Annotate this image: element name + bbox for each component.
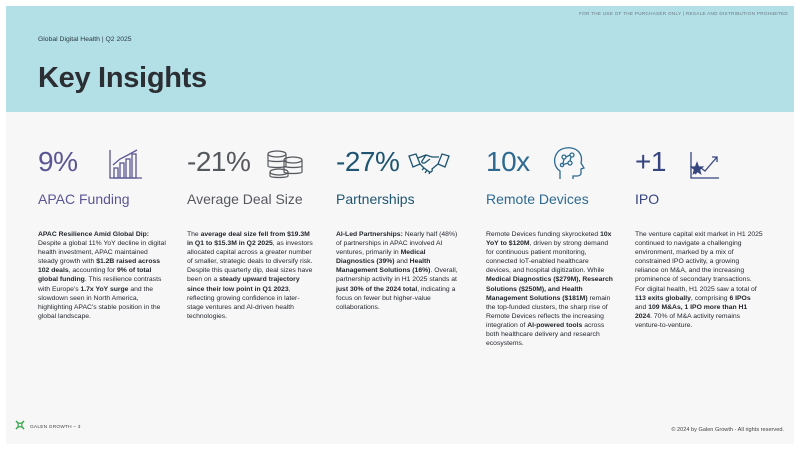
emphasis-text: AI-powered tools bbox=[527, 321, 583, 329]
emphasis-text: 10x YoY to $120M bbox=[486, 231, 612, 248]
body-text: remain the top-funded clusters, the sharp rise of Remote Devices reflects the increasing integration of bbox=[486, 294, 611, 329]
insight-apac-funding bbox=[38, 142, 178, 320]
footer-copyright: © 2024 by Galen Growth - All rights reserved. bbox=[671, 427, 784, 433]
emphasis-text: 6 IPOs bbox=[729, 294, 751, 302]
body-text: , indicating a focus on fewer but higher-value collaborations. bbox=[336, 285, 456, 311]
emphasis-text: AI-Led Partnerships: bbox=[336, 231, 403, 238]
insight-partnerships bbox=[336, 142, 476, 311]
emphasis-text: steady upward trajectory since their low point in Q1 2023 bbox=[187, 276, 300, 293]
body-text: , reflecting growing confidence in later-stage ventures and AI-driven health technologies. bbox=[187, 285, 300, 320]
body-text: , as investors allocated capital across a greater number of smaller, strategic deals to diversify risk. Despite this quarterly dip, deal sizes have been on a bbox=[187, 240, 313, 284]
insight-heading: Remote Devices bbox=[486, 191, 589, 207]
body-text: . Overall, partnership activity in H1 2025 stands at bbox=[336, 267, 458, 284]
body-text: Nearly half (48%) of partnerships in APAC involved AI ventures, primarily in bbox=[336, 231, 458, 257]
insight-heading: Average Deal Size bbox=[187, 191, 303, 207]
insight-average-deal-size bbox=[187, 142, 327, 320]
emphasis-text: 113 exits globally bbox=[635, 294, 691, 302]
body-text: , driven by strong demand for continuous patient monitoring, connected IoT-enabled healthcare devices, and hospital digitization. While bbox=[486, 240, 609, 275]
emphasis-text: Medical Diagnostics ($279M), Research Solutions ($250M), and Health Management Solutions ($181M) bbox=[486, 276, 613, 302]
insight-ipo bbox=[635, 142, 775, 329]
insight-body bbox=[635, 230, 763, 330]
body-text: Remote Devices funding skyrocketed bbox=[486, 231, 601, 238]
insight-heading: Partnerships bbox=[336, 191, 415, 207]
emphasis-text: Medical Diagnostics (39%) bbox=[336, 249, 426, 266]
insight-body bbox=[38, 230, 166, 321]
insight-remote-devices bbox=[486, 142, 626, 348]
emphasis-text: 9% of total global funding bbox=[38, 267, 152, 284]
insight-body bbox=[336, 230, 464, 312]
body-text: , accounting for bbox=[68, 267, 117, 275]
handshake-icon bbox=[408, 150, 450, 183]
header-banner bbox=[6, 6, 794, 112]
emphasis-text: just 30% of the 2024 total bbox=[336, 285, 418, 293]
body-text: Despite a global 11% YoY decline in digital health investment, APAC maintained steady growth with bbox=[38, 240, 166, 266]
body-text: and the slowdown seen in North America, highlighting APAC's stable position in the global landscape. bbox=[38, 285, 161, 320]
coins-icon bbox=[265, 146, 307, 185]
emphasis-text: APAC Resilience Amid Global Dip: bbox=[38, 231, 150, 238]
stat-value: +1 bbox=[635, 146, 666, 177]
disclaimer: FOR THE USE OF THE PURCHASER ONLY | RESALE AND DISTRIBUTION PROHIBITED bbox=[579, 11, 788, 16]
body-text: . This resilience contrasts with Europe's bbox=[38, 276, 162, 293]
galen-growth-logo-icon bbox=[14, 418, 26, 436]
insight-body bbox=[486, 230, 614, 348]
brain-head-icon bbox=[550, 145, 586, 186]
insight-heading: IPO bbox=[635, 191, 660, 207]
stat-value: -21% bbox=[187, 146, 251, 177]
body-text: and bbox=[635, 303, 649, 311]
footer-page-label: GALEN GROWTH – 3 bbox=[30, 424, 81, 430]
page-title: Key Insights bbox=[38, 62, 207, 94]
emphasis-text: average deal size fell from $19.3M in Q1 to $15.3M in Q2 2025 bbox=[187, 231, 310, 248]
body-text: and bbox=[394, 258, 410, 266]
footer-brand bbox=[14, 418, 81, 436]
insight-body bbox=[187, 230, 315, 321]
insight-heading: APAC Funding bbox=[38, 191, 130, 207]
body-text: The venture capital exit market in H1 2025 continued to navigate a challenging environment, marked by a mix of constrained IPO activity, a growing reliance on M&A, and the increasing prominence of secondary transactions. For digital health, H1 2025 saw a total of bbox=[635, 231, 763, 293]
body-text: . 70% of M&A activity remains venture-to-venture. bbox=[635, 312, 741, 329]
body-text: The bbox=[187, 231, 201, 238]
report-subtitle: Global Digital Health | Q2 2025 bbox=[38, 36, 132, 43]
emphasis-text: 1.7x YoY surge bbox=[80, 285, 129, 293]
stat-value: -27% bbox=[336, 146, 400, 177]
emphasis-text: Health Management Solutions (16%) bbox=[336, 258, 431, 275]
emphasis-text: $1.2B raised across 102 deals bbox=[38, 258, 161, 275]
body-text: , comprising bbox=[690, 294, 730, 302]
bar-chart-icon bbox=[108, 148, 144, 185]
body-text: across both healthcare delivery and research ecosystems. bbox=[486, 321, 605, 348]
growth-chart-icon bbox=[689, 150, 721, 185]
stat-value: 10x bbox=[486, 146, 530, 177]
emphasis-text: 109 M&As, 1 IPO more than H1 2024 bbox=[635, 303, 748, 320]
stat-value: 9% bbox=[38, 146, 78, 177]
slide bbox=[6, 6, 794, 444]
